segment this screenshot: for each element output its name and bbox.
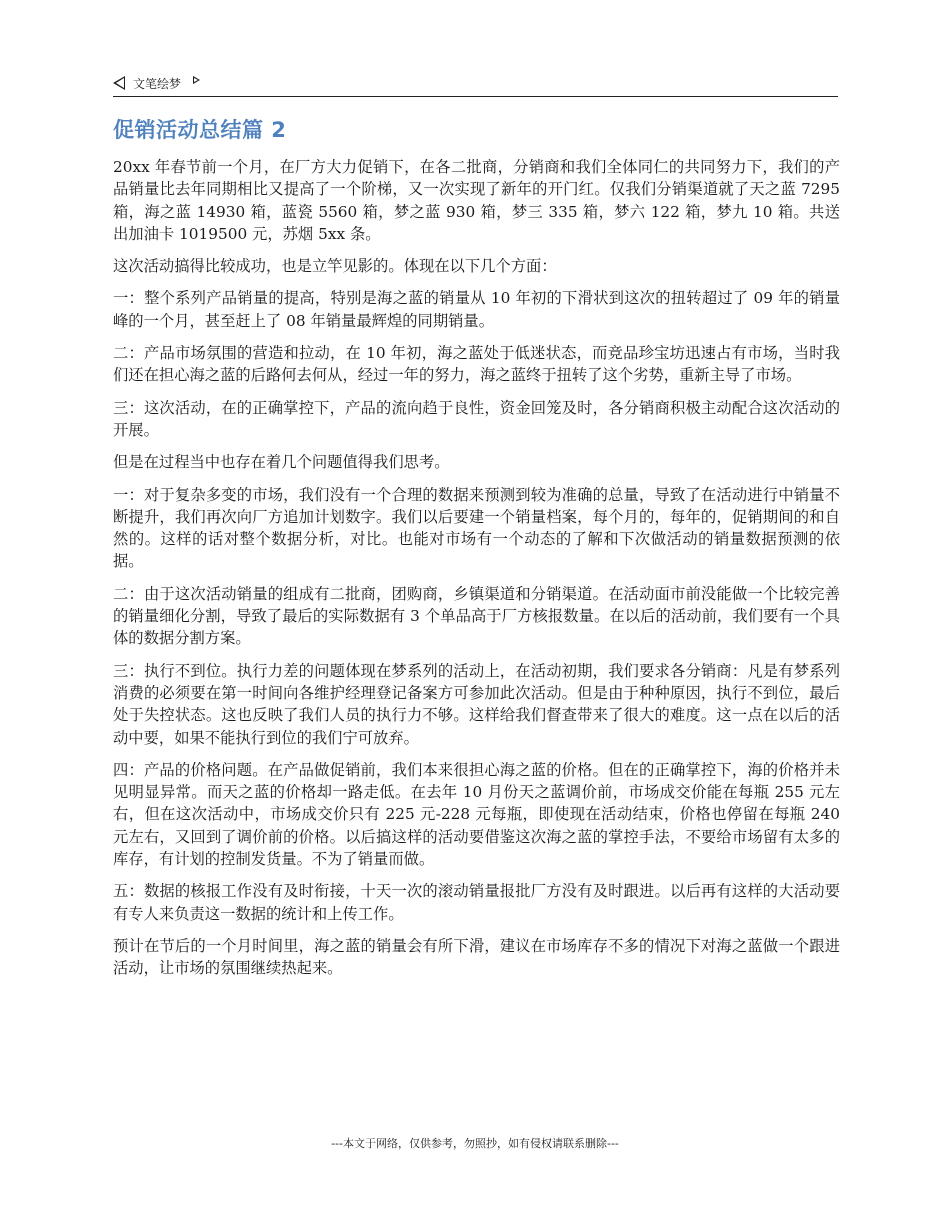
- footer-disclaimer: ---本文于网络，仅供参考，勿照抄，如有侵权请联系删除---: [331, 1137, 619, 1150]
- paragraph: 一：对于复杂多变的市场，我们没有一个合理的数据来预测到较为准确的总量，导致了在活动进行中销量不断提升，我们再次向厂方追加计划数字。我们以后要建一个销量档案，每个月的，每年的，促销期间的和自然的。这样的话对整个数据分析，对比。也能对市场有一个动态的了解和下次做活动的销量数据预测的依据。: [113, 485, 840, 571]
- triangle-right-outline-icon: [193, 76, 200, 84]
- triangle-left-outline-icon: [113, 76, 125, 90]
- paragraph: 一：整个系列产品销量的提高，特别是海之蓝的销量从 10 年初的下滑状到这次的扭转超过了 09 年的销量峰的一个月，甚至赶上了 08 年销量最辉煌的同期销量。: [113, 289, 840, 330]
- header-brand: 文笔绘梦: [133, 76, 182, 91]
- paragraph: 四：产品的价格问题。在产品做促销前，我们本来很担心海之蓝的价格。但在的正确掌控下，海的价格并未见明显异常。而天之蓝的价格却一路走低。在去年 10 月份天之蓝调价前，市场成交价能在每瓶 255 元左右，但在这次活动中，市场成交价只有 225 元-228 元每瓶，即使现在活动结束，价格也停留在每瓶 240 元左右，又回到了调价前的价格。以后搞这样的活动要借鉴这次海之蓝的掌控手法，不要给市场留有太多的库存，有计划的控制发货量。不为了销量而做。: [113, 760, 840, 869]
- paragraph: 预计在节后的一个月时间里，海之蓝的销量会有所下滑，建议在市场库存不多的情况下对海之蓝做一个跟进活动，让市场的氛围继续热起来。: [113, 936, 840, 978]
- page-header: [113, 70, 838, 97]
- paragraph: 三：执行不到位。执行力差的问题体现在梦系列的活动上，在活动初期，我们要求各分销商：凡是有梦系列消费的必须要在第一时间向各维护经理登记备案方可参加此次活动。但是由于种种原因，执行不到位，最后处于失控状态。这也反映了我们人员的执行力不够。这样给我们督查带来了很大的难度。这一点在以后的活动中要，如果不能执行到位的我们宁可放弃。: [113, 661, 840, 747]
- paragraph: 但是在过程当中也存在着几个问题值得我们思考。: [113, 453, 450, 472]
- document-title: 促销活动总结篇 2: [113, 118, 287, 142]
- paragraph: 五：数据的核报工作没有及时衔接，十天一次的滚动销量报批厂方没有及时跟进。以后再有这样的大活动要有专人来负责这一数据的统计和上传工作。: [113, 882, 840, 923]
- paragraph: 二：由于这次活动销量的组成有二批商，团购商，乡镇渠道和分销渠道。在活动面市前没能做一个比较完善的销量细化分割，导致了最后的实际数据有 3 个单品高于厂方核报数量。在以后的活动前，我们要有一个具体的数据分割方案。: [113, 584, 840, 648]
- document-body: [113, 156, 840, 990]
- paragraph: 这次活动搞得比较成功，也是立竿见影的。体现在以下几个方面：: [113, 257, 557, 276]
- paragraph: 20xx 年春节前一个月，在厂方大力促销下，在各二批商，分销商和我们全体同仁的共同努力下，我们的产品销量比去年同期相比又提高了一个阶梯，又一次实现了新年的开门红。仅我们分销渠道就了天之蓝 7295 箱，海之蓝 14930 箱，蓝瓷 5560 箱，梦之蓝 930 箱，梦三 335 箱，梦六 122 箱，梦九 10 箱。共送出加油卡 1019500 元，苏烟 5xx 条。: [113, 158, 840, 243]
- paragraph: 三：这次活动，在的正确掌控下，产品的流向趋于良性，资金回笼及时，各分销商积极主动配合这次活动的开展。: [113, 398, 840, 439]
- paragraph: 二：产品市场氛围的营造和拉动，在 10 年初，海之蓝处于低迷状态，而竞品珍宝坊迅速占有市场，当时我们还在担心海之蓝的后路何去何从，经过一年的努力，海之蓝终于扭转了这个劣势，重新主导了市场。: [113, 344, 840, 385]
